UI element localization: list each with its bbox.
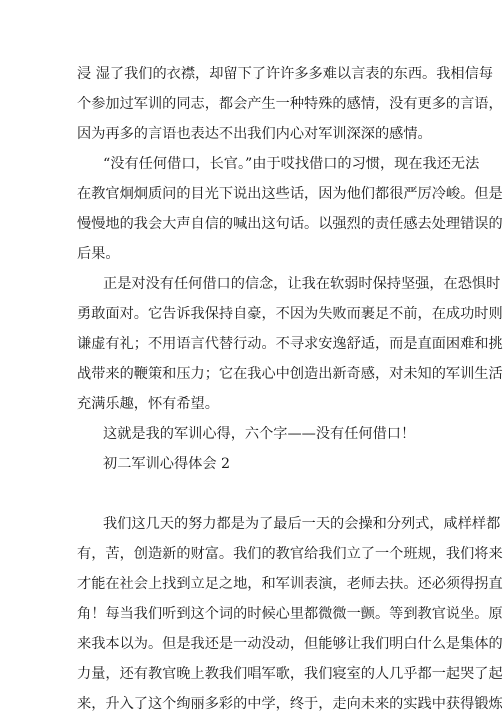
section-heading: 初二军训心得体会 2 — [103, 456, 231, 472]
text-line-2: 个参加过军训的同志，都会产生一种特殊的感情，没有更多的言语， — [77, 96, 503, 112]
text-line-17: 角！每当我们听到这个词的时候心里都微微一颤。等到教官说坐。原 — [77, 606, 503, 622]
text-line-5: 在教官炯炯质问的目光下说出这些话，因为他们都很严厉冷峻。但是 — [77, 186, 503, 202]
text-line-9: 勇敢面对。它告诉我保持自豪，不因为失败而裹足不前，在成功时则 — [77, 306, 503, 322]
text-line-16: 才能在社会上找到立足之地，和军训表演，老师去扶。还必须得拐直 — [77, 576, 503, 592]
text-line-13: 这就是我的军训心得，六个字——没有任何借口！ — [103, 426, 416, 442]
text-line-4: “没有任何借口，长官。”由于哎找借口的习惯，现在我还无法 — [103, 156, 480, 172]
text-line-18: 来我本以为。但是我还是一动没动，但能够让我们明白什么是集体的 — [77, 636, 503, 652]
text-line-11: 战带来的鞭策和压力；它在我心中创造出新奇感，对未知的军训生活 — [77, 366, 503, 382]
text-line-20: 来，升入了这个绚丽多彩的中学，终于，走向未来的实践中获得锻炼 — [77, 696, 503, 712]
text-line-15: 有，苦，创造新的财富。我们的教官给我们立了一个班规，我们将来 — [77, 546, 503, 562]
text-line-8: 正是对没有任何借口的信念，让我在软弱时保持坚强，在恐惧时 — [103, 276, 501, 292]
text-line-1: 浸 湿了我们的衣襟，却留下了许许多多难以言表的东西。我相信每 — [77, 66, 493, 82]
text-line-14: 我们这几天的努力都是为了最后一天的会操和分列式，咸样样都 — [103, 516, 501, 532]
text-line-19: 力量，还有教官晚上教我们唱军歌，我们寝室的人几乎都一起哭了起 — [77, 666, 503, 682]
text-line-10: 谦虚有礼；不用语言代替行动。不寻求安逸舒适，而是直面困难和挑 — [77, 336, 503, 352]
text-line-7: 后果。 — [77, 246, 120, 262]
text-line-12: 充满乐趣，怀有希望。 — [77, 396, 219, 412]
text-line-6: 慢慢地的我会大声自信的喊出这句话。以强烈的责任感去处理错误的 — [77, 216, 503, 232]
text-line-3: 因为再多的言语也表达不出我们内心对军训深深的感情。 — [77, 126, 432, 142]
